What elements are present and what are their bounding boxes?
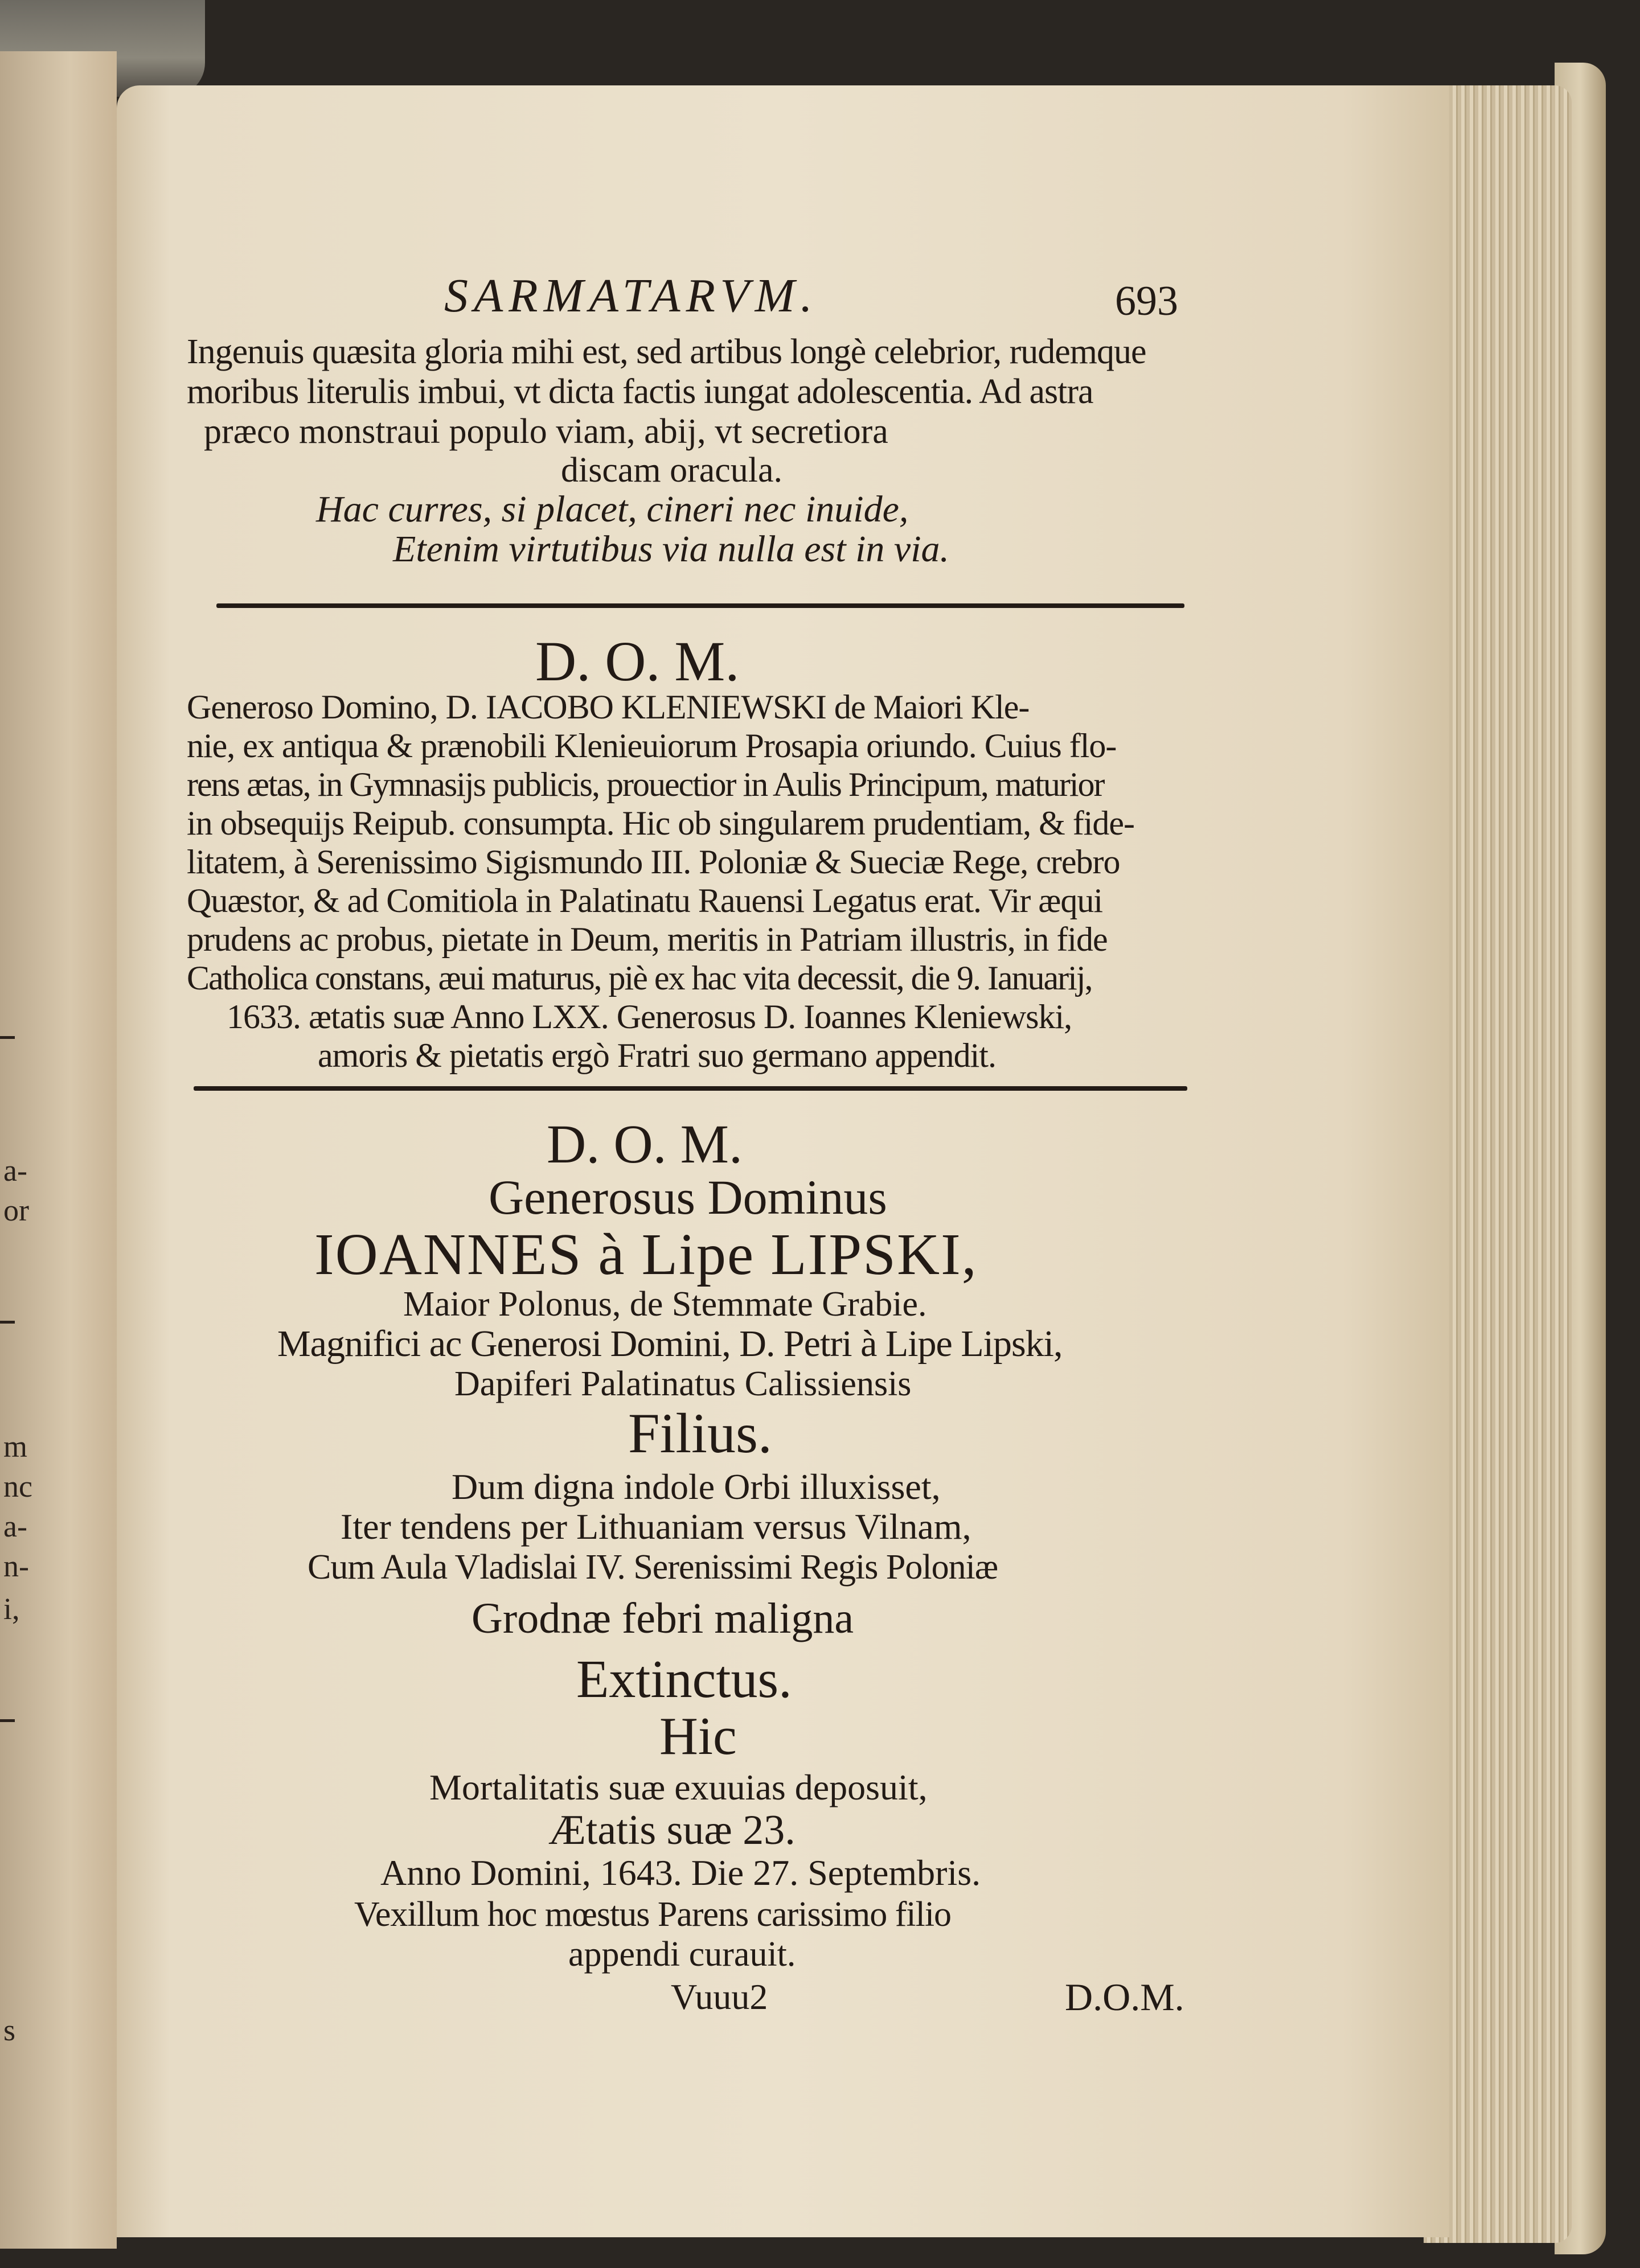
left-page-fragment: a- (3, 1153, 27, 1188)
epitaph-line: Ætatis suæ 23. (548, 1807, 796, 1854)
running-header: SARMATARVM. (444, 269, 818, 322)
left-page-fragment: m (3, 1429, 28, 1464)
epitaph-heading: D. O. M. (535, 630, 740, 693)
epitaph-line: Dum digna indole Orbi illuxisset, (452, 1466, 941, 1507)
left-page-fragment: nc (3, 1469, 32, 1503)
intro-line: moribus literulis imbui, vt dicta factis iungat adolescentia. Ad astra (187, 372, 1093, 411)
left-page-fragment: or (3, 1193, 29, 1227)
epitaph-line: Catholica constans, æui maturus, piè ex hac vita decessit, die 9. Ianuarij, (187, 959, 1092, 997)
page-number: 693 (1115, 278, 1178, 324)
epitaph-line: appendi curauit. (568, 1935, 796, 1974)
epitaph-line: Filius. (628, 1402, 772, 1465)
signature-mark: Vuuu2 (671, 1977, 768, 2017)
left-page-rule (0, 1719, 15, 1722)
epitaph-line: Magnifici ac Generosi Domini, D. Petri à Lipe Lipski, (277, 1323, 1063, 1365)
epitaph-line: Vexillum hoc mœstus Parens carissimo filio (354, 1895, 952, 1934)
left-page-edge (0, 51, 117, 2249)
epitaph-line: Anno Domini, 1643. Die 27. Septembris. (380, 1852, 981, 1893)
left-page-fragment: i, (3, 1592, 20, 1626)
section-rule (194, 1086, 1187, 1091)
epitaph-line: nie, ex antiqua & prænobili Klenieuiorum Prosapia oriundo. Cuius flo- (187, 727, 1117, 765)
left-page-fragment: n- (3, 1549, 29, 1583)
epitaph-line: rens ætas, in Gymnasijs publicis, prouectior in Aulis Principum, maturior (187, 766, 1104, 803)
epitaph-line: Maior Polonus, de Stemmate Grabie. (403, 1285, 927, 1324)
epitaph-line: Mortalitatis suæ exuuias deposuit, (429, 1767, 928, 1807)
left-page-fragment: a- (3, 1509, 27, 1543)
epitaph-line: Hic (659, 1707, 737, 1766)
epitaph-line: Generoso Domino, D. IACOBO KLENIEWSKI de Maiori Kle- (187, 688, 1030, 726)
left-page-rule (0, 1321, 15, 1324)
epitaph-line: Cum Aula Vladislai IV. Serenissimi Regis Poloniæ (308, 1548, 998, 1587)
epitaph-line: Generosus Dominus (489, 1170, 887, 1225)
left-page-rule (0, 1036, 15, 1039)
epitaph-line: 1633. ætatis suæ Anno LXX. Generosus D. Ioannes Kleniewski, (227, 998, 1072, 1036)
verse-line: Etenim virtutibus via nulla est in via. (393, 528, 950, 570)
section-rule (216, 603, 1184, 608)
left-page-fragment: s (3, 2013, 16, 2047)
epitaph-heading: D. O. M. (547, 1114, 743, 1174)
epitaph-line: in obsequijs Reipub. consumpta. Hic ob singularem prudentiam, & fide- (187, 804, 1135, 842)
epitaph-line: Grodnæ febri maligna (472, 1595, 854, 1642)
intro-line: præco monstraui populo viam, abij, vt secretiora (204, 412, 888, 451)
epitaph-line: Iter tendens per Lithuaniam versus Vilnam, (341, 1506, 971, 1547)
epitaph-line: Quæstor, & ad Comitiola in Palatinatu Rauensi Legatus erat. Vir æqui (187, 882, 1102, 919)
epitaph-line: Extinctus. (576, 1650, 792, 1709)
epitaph-line: Dapiferi Palatinatus Calissiensis (454, 1365, 912, 1403)
epitaph-line: prudens ac probus, pietate in Deum, meritis in Patriam illustris, in fide (187, 921, 1108, 958)
epitaph-name-line: IOANNES à Lipe LIPSKI, (314, 1222, 978, 1287)
catchword: D.O.M. (1065, 1975, 1184, 2019)
epitaph-line: amoris & pietatis ergò Fratri suo germano appendit. (318, 1037, 996, 1074)
epitaph-line: litatem, à Serenissimo Sigismundo III. Poloniæ & Sueciæ Rege, crebro (187, 843, 1120, 881)
intro-line: Ingenuis quæsita gloria mihi est, sed artibus longè celebrior, rudemque (187, 332, 1146, 371)
verse-line: Hac curres, si placet, cineri nec inuide, (316, 488, 909, 530)
intro-line: discam oracula. (561, 451, 783, 490)
